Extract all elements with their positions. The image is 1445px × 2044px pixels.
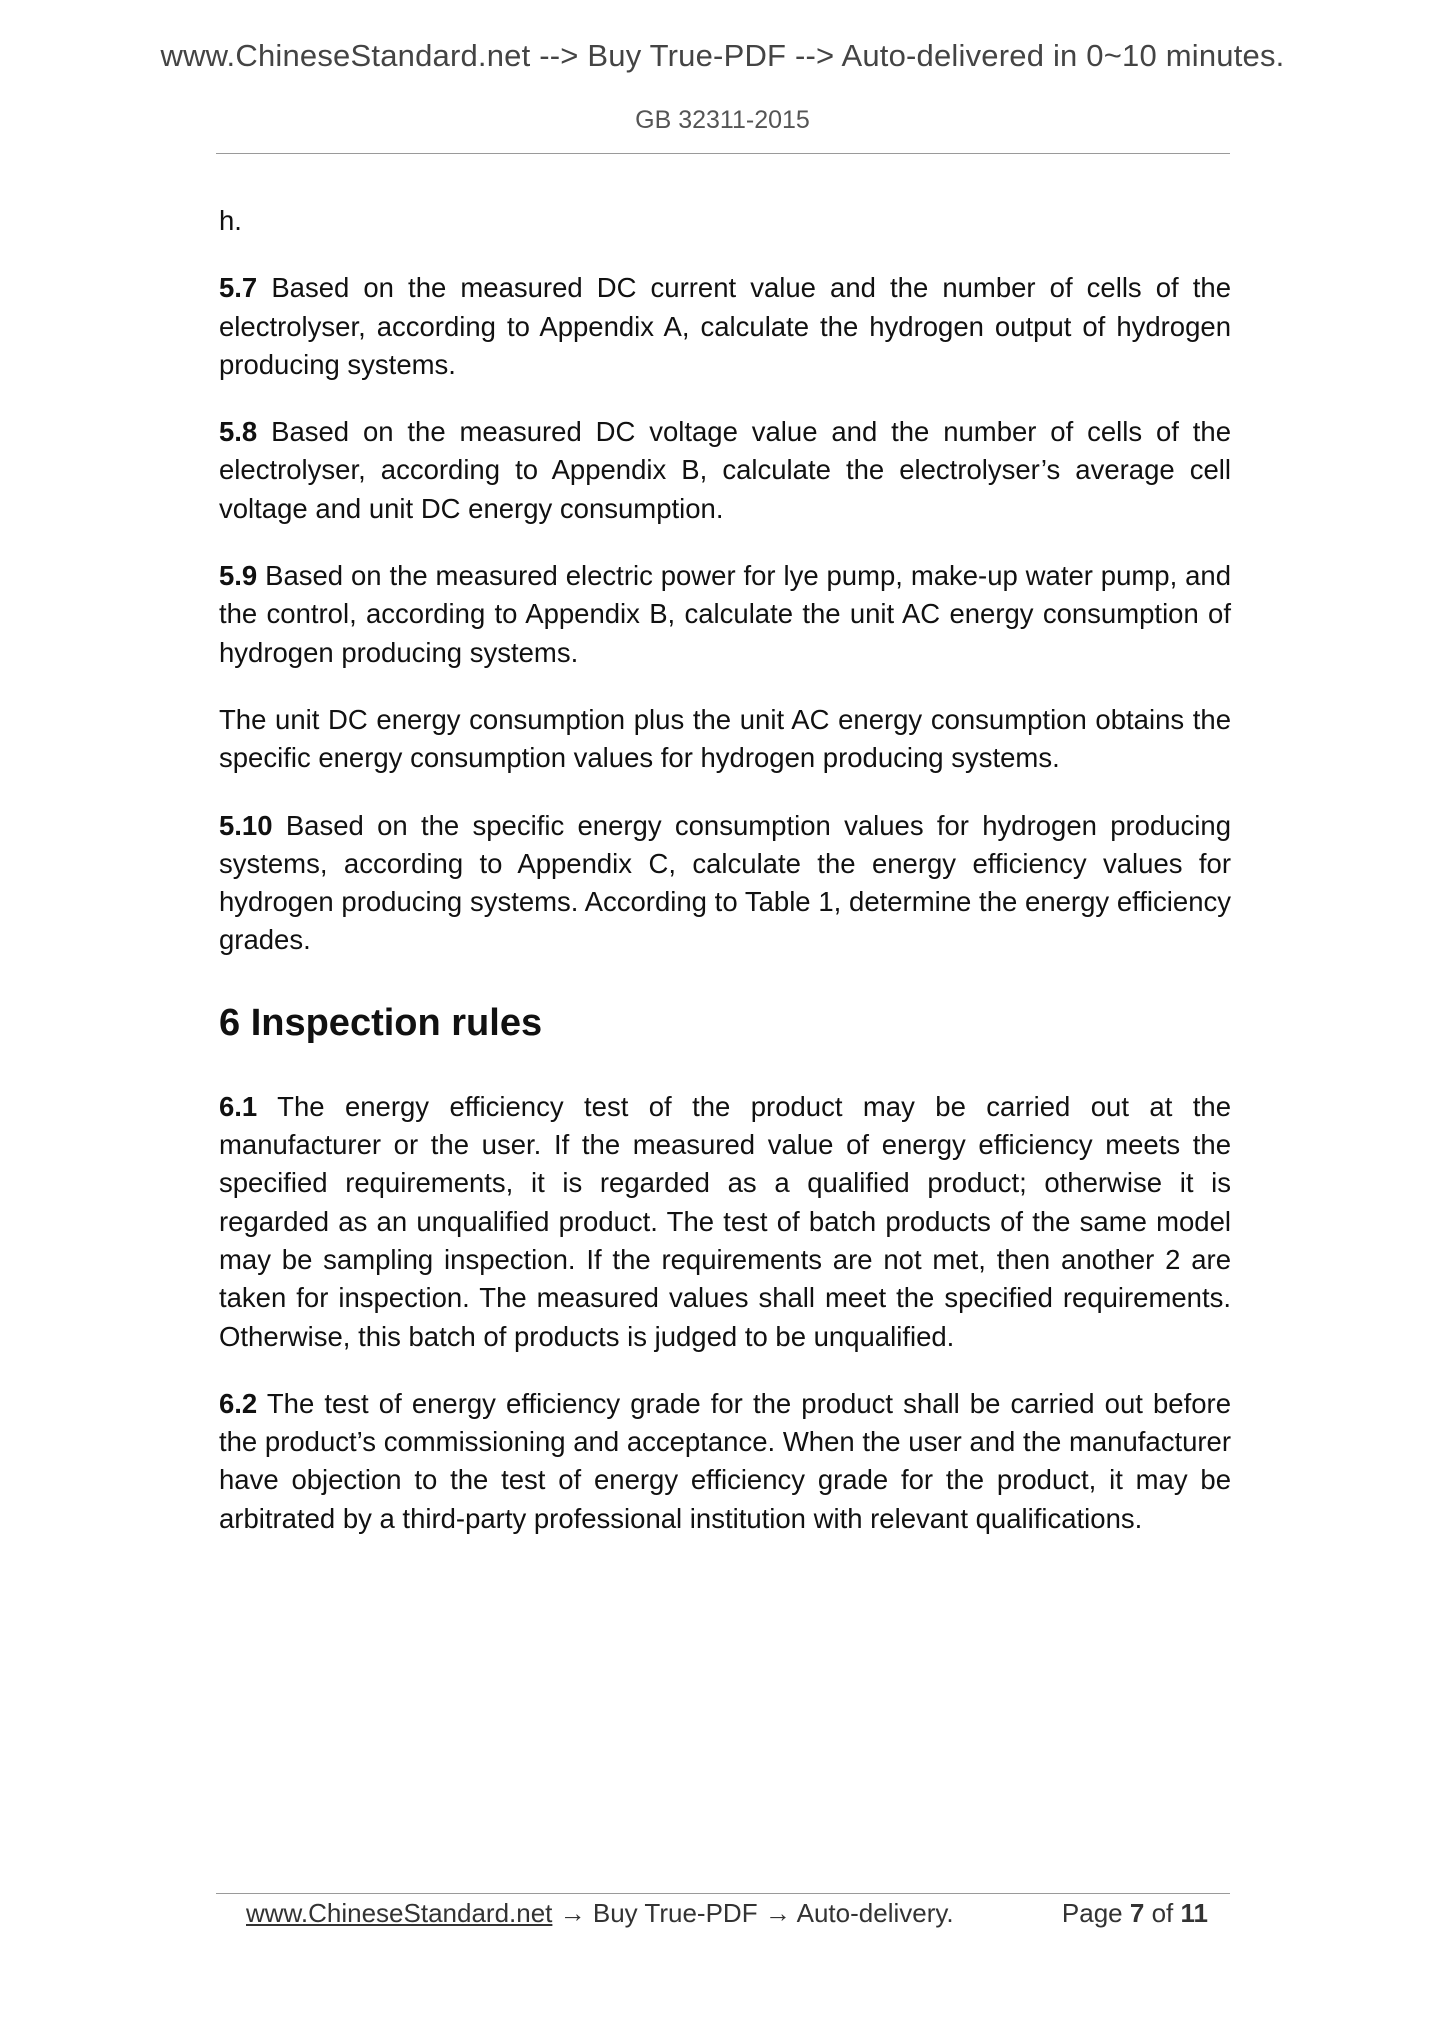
delivery-text: Auto-delivery.	[796, 1898, 954, 1928]
footer-promo	[246, 1898, 954, 1929]
header-divider	[216, 153, 1230, 154]
clause-text: Based on the measured electric power for lye pump, make-up water pump, and the control, according to Appendix B, calculate the unit AC energy consumption of hydrogen producing systems.	[219, 560, 1232, 668]
page-indicator	[1062, 1898, 1208, 1929]
clause-5-8	[219, 413, 1231, 528]
clause-text: Based on the specific energy consumption values for hydrogen producing systems, according to Appendix C, calculate the energy efficiency values for hydrogen producing systems. According to Table 1, determine the energy efficiency grades.	[219, 809, 1231, 956]
page-number: 7	[1129, 1898, 1145, 1928]
clause-5-7	[219, 269, 1231, 384]
arrow-right-icon: →	[764, 1898, 791, 1928]
clause-number: 5.7	[219, 272, 258, 304]
arrow-right-icon: →	[559, 1898, 586, 1928]
page-body	[219, 202, 1231, 1567]
clause-6-1	[219, 1088, 1231, 1356]
page-footer	[216, 1898, 1230, 1932]
site-link[interactable]: www.ChineseStandard.net	[246, 1898, 553, 1928]
clause-text: Based on the measured DC voltage value and the number of cells of the electrolyser, according to Appendix B, calculate the electrolyser’s average cell voltage and unit DC energy consumption.	[219, 416, 1232, 524]
buy-text: Buy True-PDF	[592, 1898, 758, 1928]
clause-text: Based on the measured DC current value and the number of cells of the electrolyser, according to Appendix A, calculate the hydrogen output of hydrogen producing systems.	[219, 272, 1232, 380]
clause-number: 5.9	[219, 560, 258, 592]
page-label: Page	[1061, 1898, 1123, 1928]
section-6-heading: 6 Inspection rules	[219, 1001, 543, 1044]
page-total: 11	[1180, 1898, 1208, 1928]
clause-number: 5.10	[219, 809, 273, 841]
footer-divider	[216, 1893, 1230, 1894]
clause-number: 6.1	[219, 1090, 258, 1122]
clause-5-10	[219, 807, 1231, 960]
clause-text: The energy efficiency test of the product may be carried out at the manufacturer or the user. If the measured value of energy efficiency meets the specified requirements, it is regarded as a qualified product; otherwise it is regarded as an unqualified product. The test of batch products of the same model may be sampling inspection. If the requirements are not met, then another 2 are taken for inspection. The measured values shall meet the specified requirements. Otherwise, this batch of products is judged to be unqualified.	[219, 1090, 1231, 1352]
note-paragraph: The unit DC energy consumption plus the unit AC energy consumption obtains the specific energy consumption values for hydrogen producing systems.	[219, 703, 1231, 774]
clause-text: The test of energy efficiency grade for the product shall be carried out before the product’s commissioning and acceptance. When the user and the manufacturer have objection to the test of energy efficiency grade for the product, it may be arbitrated by a third-party professional institution with relevant qualifications.	[219, 1387, 1231, 1534]
lead-fragment: h.	[219, 205, 242, 236]
clause-number: 6.2	[219, 1387, 258, 1419]
clause-6-2	[219, 1385, 1231, 1538]
of-label: of	[1151, 1898, 1174, 1928]
header-banner: www.ChineseStandard.net --> Buy True-PDF --> Auto-delivered in 0~10 minutes.	[160, 38, 1285, 73]
standard-code: GB 32311-2015	[635, 106, 810, 134]
clause-number: 5.8	[219, 416, 258, 448]
clause-5-9	[219, 557, 1231, 672]
